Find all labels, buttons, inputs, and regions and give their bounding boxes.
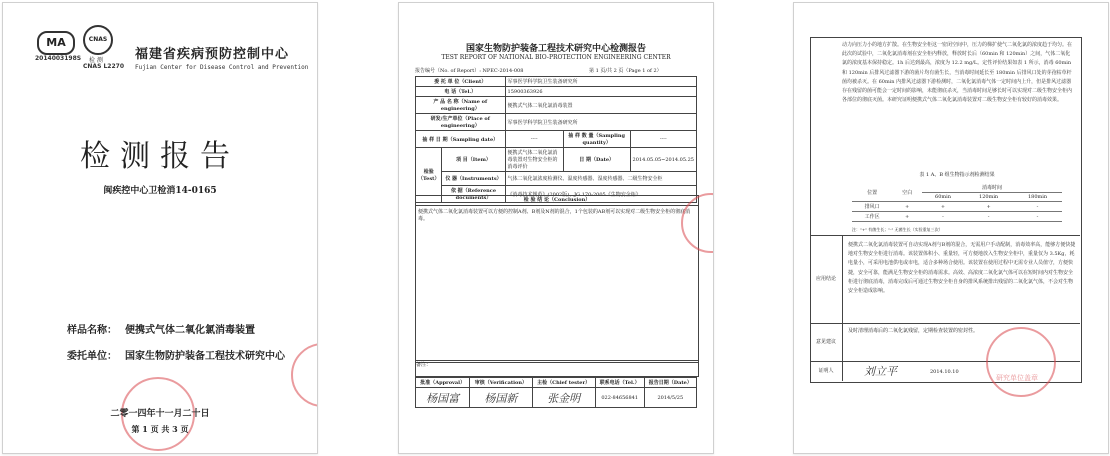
report-date-value: 2014/5/25 [644, 388, 696, 408]
col-blank: 空白 [892, 183, 922, 202]
verification-signature: 杨国新 [484, 391, 518, 405]
report-info-table [415, 76, 697, 203]
cell: + [892, 202, 922, 212]
official-seal [291, 343, 318, 407]
report-cover-page [2, 2, 318, 454]
row-label: 排风口 [852, 202, 892, 212]
tel-label: 电 话（Tel.） [416, 87, 506, 97]
row-label: 工作区 [852, 212, 892, 222]
approval-label: 批准（Approval） [416, 378, 470, 388]
table-row [852, 212, 1062, 222]
document-number: 闽疾控中心卫检消14-0165 [103, 186, 217, 196]
sampling-date-value: ---- [505, 131, 563, 148]
cell: - [922, 212, 964, 222]
sample-name-row [67, 321, 255, 336]
official-seal [986, 327, 1056, 397]
sampling-qty-label: 抽 样 数 量（Sampling quantity） [563, 131, 630, 148]
report-title-en: TEST REPORT OF NATIONAL BIO-PROTECTION ENGINEERING CENTER [441, 54, 671, 61]
signer-date: 2014.10.10 [930, 369, 959, 375]
col-60: 60min [922, 193, 964, 202]
cma-logo: MA [37, 31, 75, 55]
table-row [852, 202, 1062, 212]
tel2-value: 022-84656841 [595, 388, 644, 408]
conclusion-body: 便携式气体二氧化氯消毒装置可以方便的控制A剂、B剂及N剂的混合，1个包装的AB剂可以实现对二级生物安全柜的彻底消毒。 [415, 205, 699, 363]
reference-label: 依 据（Reference documents） [442, 186, 505, 203]
signer-label: 证明人 [810, 361, 843, 381]
opinion-text: 及时清理消毒后的二氧化氯残留，定期检查装置的密封性。 [848, 328, 979, 334]
sampling-qty-value: ---- [630, 131, 696, 148]
verification-label: 审核（Verification） [470, 378, 532, 388]
page-number: 第 1 页 共 3 页 [131, 424, 189, 434]
cell: + [964, 202, 1013, 212]
col-180: 180min [1013, 193, 1062, 202]
manufacturer-value: 军事医学科学院卫生装备研究所 [505, 114, 696, 131]
report-page-info: 第 1 页/共 2 页（Page 1 of 2） [589, 68, 662, 74]
application-text: 便携式二氧化氯消毒装置可自动实现A剂与B剂的混合，无需用户手动配制，消毒效率高，能够方便快捷地对生物安全柜进行消毒。该装置体积小、重量轻，可方便地放入生物安全柜中，重量仅为 3.5Kg，耗电量小，可采用电池供电或市电，适合多种场合使用。该装置在使用过程中无需专业人员值守，方便快捷，安全可靠，能满足生物安全柜的消毒需求。高效、高浓度二氧化氯气体可以在短时间内对生物安全柜进行彻底消毒，消毒完成后可通过生物安全柜自身的排风系统排出残留的二氧化氯气体，不会对生物安全柜造成影响。 [848, 242, 1076, 295]
client-row [67, 347, 285, 362]
cma-code: 2014003198S [35, 55, 82, 62]
cell: - [964, 212, 1013, 222]
cnas-logo: CNAS [83, 25, 113, 55]
instrument-value: 气体二氧化氯浓度检测仪、温度传感器、湿度传感器、二级生物安全柜 [505, 172, 696, 186]
cnas-code: CNAS L2270 [83, 63, 125, 70]
client-label: 委托单位： [67, 351, 117, 362]
report-date-label: 报告日期（Date） [644, 378, 696, 388]
item-value: 便携式气体二氧化氯消毒装置对生物安全柜的消毒评价 [505, 148, 563, 172]
report-title-cn: 国家生物防护装备工程技术研究中心检测报告 [465, 44, 646, 54]
sample-value: 便携式气体二氧化氯消毒装置 [125, 325, 255, 336]
results-table [852, 183, 1062, 222]
chief-signature: 张金明 [547, 391, 581, 405]
signature-table [415, 377, 697, 408]
cnas-sub: 检 测 [89, 57, 103, 64]
client-label: 委 托 单 位（Client） [416, 77, 506, 87]
results-page [793, 2, 1109, 454]
sample-label: 样品名称： [67, 325, 117, 336]
client-value: 国家生物防护装备工程技术研究中心 [125, 351, 285, 362]
table-note: 注："+" 有菌生长；"-" 无菌生长（实验重复三次） [852, 227, 943, 232]
results-table-title: 表 1 A、B 组生物指示剂检测结果 [919, 172, 995, 178]
cell: + [922, 202, 964, 212]
manufacturer-label: 研发/生产单位（Place of engineering） [416, 114, 506, 131]
cell: + [892, 212, 922, 222]
application-label: 应用结论 [810, 235, 843, 323]
results-text: 动力向压力小的地方扩散。在生物安全柜这一密闭空间中，压力的梯扩使气二氧化氯的浓度趋于均匀。在此次的试验中，二氧化氯消毒剂在安全柜内释放，释放时长后（60min 和 120min）之间，气体二氧化氯的浓度基本保持稳定。1h 后达到最高，浓度为 12.2 mg/L。定性评价结果如表 1 所示，消毒 60min 和 120min 后排风过滤器下游的菌片均有菌生长，当消毒时间延长至 180min 后排风口处的芽孢枯草杆菌均被杀灭。在 60min 内排风过滤器下游检测时，二氧化氯消毒气体一定时间内上升，但是排风过滤器存在残留的菌可能会一定时间的影响，未能彻底杀灭，当消毒时间足够长时可以实现对二级生物安全柜内各部位的彻底灭菌。本研究证明便携式气体二氧化氯消毒装置对二级生物安全柜有较好的消毒效果。 [842, 42, 1073, 104]
page-title: 检测报告 [80, 139, 240, 174]
reference-value: 《消毒技术规范》(2002版)、JG 170-2005《生物安全柜》 [505, 186, 696, 203]
test-report-page [398, 2, 714, 454]
signer-signature: 刘立平 [864, 365, 897, 378]
test-label: 检验（Test） [416, 148, 442, 203]
note-row [415, 360, 699, 377]
col-position: 位置 [852, 183, 892, 202]
product-label: 产 品 名 称（Name of engineering） [416, 97, 506, 114]
seal-caption: 研究单位盖章 [996, 374, 1038, 382]
chief-label: 主检（Chief tester） [532, 378, 595, 388]
org-name-cn: 福建省疾病预防控制中心 [135, 47, 290, 62]
conclusion-header: 检 验 结 论（Conclusion） [415, 195, 699, 206]
report-number: 报告编号（No. of Report）: NPEC-2014-008 [415, 68, 524, 74]
tel-value: 15900363926 [505, 87, 696, 97]
date-label: 日 期（Date） [563, 148, 630, 172]
note-label: 备注： [416, 362, 432, 368]
product-value: 便携式气体二氧化氯消毒装置 [505, 97, 696, 114]
org-name-en: Fujian Center for Disease Control and Prevention [135, 64, 309, 71]
divider [810, 235, 1080, 236]
item-label: 项 目（Item） [442, 148, 505, 172]
instrument-label: 仪 器（Instruments） [442, 172, 505, 186]
cell: - [1013, 202, 1062, 212]
report-date: 二零一四年十一月二十日 [110, 409, 210, 419]
opinion-label: 意见建议 [810, 323, 843, 361]
client-value: 军事医学科学院卫生装备研究所 [505, 77, 696, 87]
sampling-date-label: 抽 样 日 期（Sampling date） [416, 131, 506, 148]
date-value: 2014.05.05~2014.05.25 [630, 148, 696, 172]
col-time: 消毒时间 [922, 183, 1062, 193]
approval-signature: 杨国富 [426, 391, 460, 405]
cell: - [1013, 212, 1062, 222]
tel2-label: 联系电话（Tel.） [595, 378, 644, 388]
col-120: 120min [964, 193, 1013, 202]
divider [810, 323, 1080, 324]
